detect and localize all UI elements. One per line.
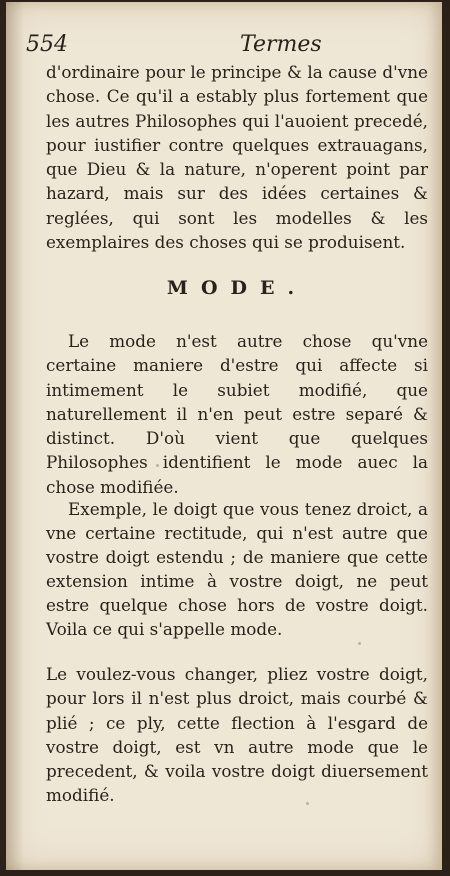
book-page (6, 2, 442, 870)
running-head: Termes (240, 32, 322, 57)
paper-speck (156, 464, 159, 467)
page-header (26, 32, 416, 60)
paper-speck (306, 802, 309, 805)
section-heading: MODE. (166, 277, 308, 299)
page-number: 554 (26, 32, 68, 57)
paragraph-definition: Le mode n'est autre chose qu'vne certaine maniere d'estre qui affecte si intimement le subiet modifié, que naturellement il n'en peut estre separé & distinct. D'où vient que quelques Philosophes identifient le mode auec la chose modifiée. (46, 331, 428, 497)
paper-speck (358, 642, 361, 645)
paragraph-change: Le voulez-vous changer, pliez vostre doigt, pour lors il n'est plus droict, mais courbé & plié ; ce ply, cette flection à l'esgard de vostre doigt, est vn autre mode que le precedent, & voila vostre doigt diuersement modifié. (46, 664, 428, 806)
paragraph-continuation: d'ordinaire pour le principe & la cause d'vne chose. Ce qu'il a estably plus fortement que les autres Philosophes qui l'auoient precedé, pour iustifier contre quelques extrauagans, que Dieu & la nature, n'operent point par hazard, mais sur des idées certaines & reglées, qui sont les modelles & les exemplaires des choses qui se produisent. (46, 62, 428, 253)
paragraph-example: Exemple, le doigt que vous tenez droict, a vne certaine rectitude, qui n'est autre que vostre doigt estendu ; de maniere que cette extension intime à vostre doigt, ne peut estre quelque chose hors de vostre doigt. Voila ce qui s'appelle mode. (46, 499, 428, 640)
